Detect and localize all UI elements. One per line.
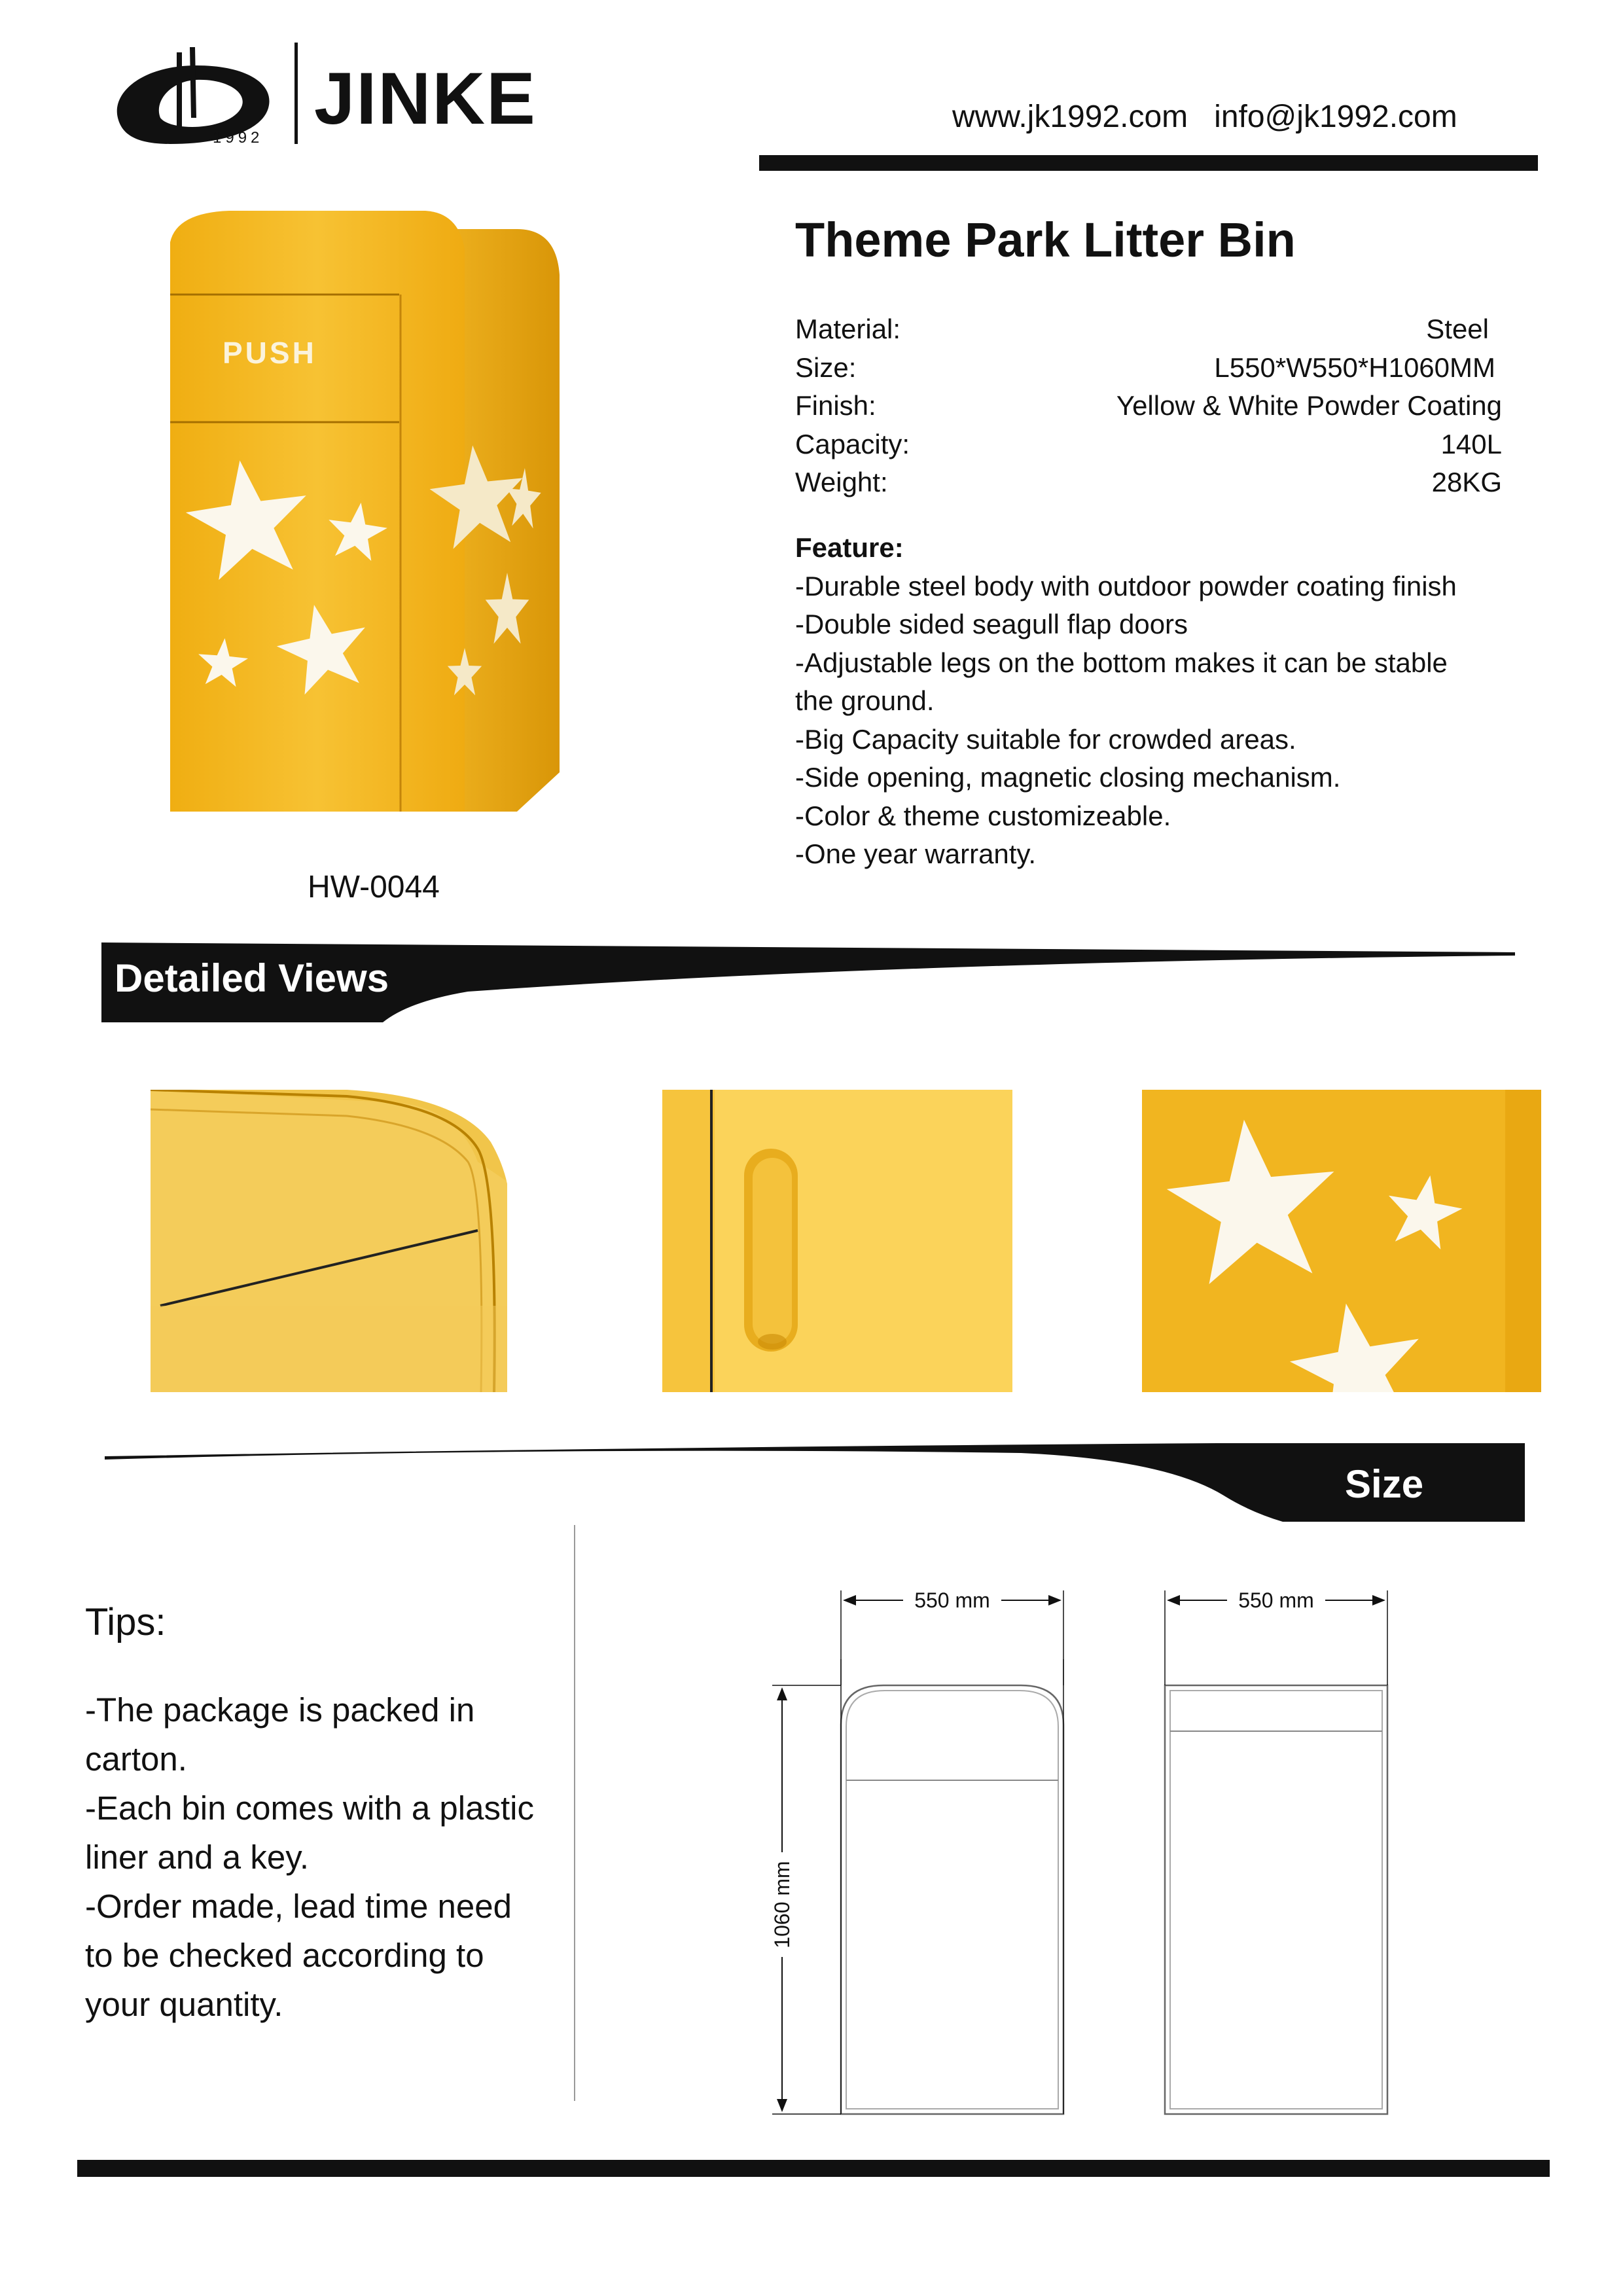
tip-line: carton. — [85, 1740, 187, 1778]
tip-line: your quantity. — [85, 1986, 283, 2023]
tip-line: liner and a key. — [85, 1839, 310, 1876]
detail-handle-image — [662, 1090, 1012, 1392]
litter-bin-image — [151, 203, 569, 838]
feature-item: -One year warranty. — [795, 838, 1037, 869]
header-bar — [759, 155, 1538, 171]
spec-table — [795, 310, 1502, 502]
spec-row-capacity — [795, 425, 1502, 464]
size-banner — [105, 1443, 1525, 1522]
spec-value: L550*W550*H1060MM — [1214, 351, 1495, 383]
tip-line: -The package is packed in — [85, 1691, 475, 1729]
tip-line: -Order made, lead time need — [85, 1888, 512, 1925]
logo-divider — [294, 43, 298, 144]
tips-list — [85, 1685, 582, 2029]
detail-corner-image — [151, 1090, 507, 1392]
logo-year: 1992 — [213, 129, 264, 147]
feature-item: -Big Capacity suitable for crowded areas. — [795, 723, 1296, 755]
dimension-drawing — [694, 1577, 1466, 2127]
spec-row-weight — [795, 463, 1502, 502]
side-width-label: 550 mm — [1238, 1588, 1314, 1612]
brand-name: JINKE — [314, 58, 537, 139]
spec-value: Steel — [1426, 314, 1489, 344]
spec-value: Yellow & White Powder Coating — [1116, 390, 1502, 421]
section-divider — [574, 1525, 575, 2101]
spec-label: Capacity: — [795, 428, 910, 459]
feature-item: the ground. — [795, 685, 935, 716]
feature-item: -Double sided seagull flap doors — [795, 609, 1188, 639]
spec-label: Weight: — [795, 467, 888, 497]
product-title: Theme Park Litter Bin — [795, 213, 1296, 267]
footer-bar — [77, 2160, 1550, 2177]
contact-line — [952, 101, 1457, 133]
feature-item: -Durable steel body with outdoor powder coating finish — [795, 570, 1457, 601]
spec-row-size — [795, 349, 1502, 387]
model-number: HW-0044 — [308, 870, 440, 905]
tip-line: -Each bin comes with a plastic — [85, 1789, 534, 1827]
spec-value: 28KG — [1431, 467, 1502, 497]
tips-heading: Tips: — [85, 1601, 166, 1643]
size-heading: Size — [1345, 1462, 1424, 1506]
feature-list — [795, 529, 1528, 874]
feature-item: -Color & theme customizeable. — [795, 800, 1171, 831]
push-label: PUSH — [223, 336, 317, 370]
feature-heading: Feature: — [795, 532, 904, 563]
height-label: 1060 mm — [770, 1861, 794, 1948]
spec-row-material — [795, 310, 1502, 349]
website-link[interactable]: www.jk1992.com — [952, 99, 1188, 134]
tip-line: to be checked according to — [85, 1937, 484, 1974]
spec-row-finish — [795, 387, 1502, 425]
spec-value: 140L — [1440, 428, 1502, 459]
spec-label: Material: — [795, 314, 901, 344]
email-link[interactable]: info@jk1992.com — [1214, 99, 1457, 134]
feature-item: -Adjustable legs on the bottom makes it can be stable — [795, 647, 1448, 678]
detail-stars-image — [1142, 1090, 1541, 1392]
detailed-views-heading: Detailed Views — [115, 956, 389, 1000]
spec-label: Finish: — [795, 390, 876, 421]
front-width-label: 550 mm — [914, 1588, 990, 1612]
jinke-logo-icon — [98, 39, 281, 151]
feature-item: -Side opening, magnetic closing mechanism. — [795, 762, 1341, 793]
spec-label: Size: — [795, 351, 857, 383]
